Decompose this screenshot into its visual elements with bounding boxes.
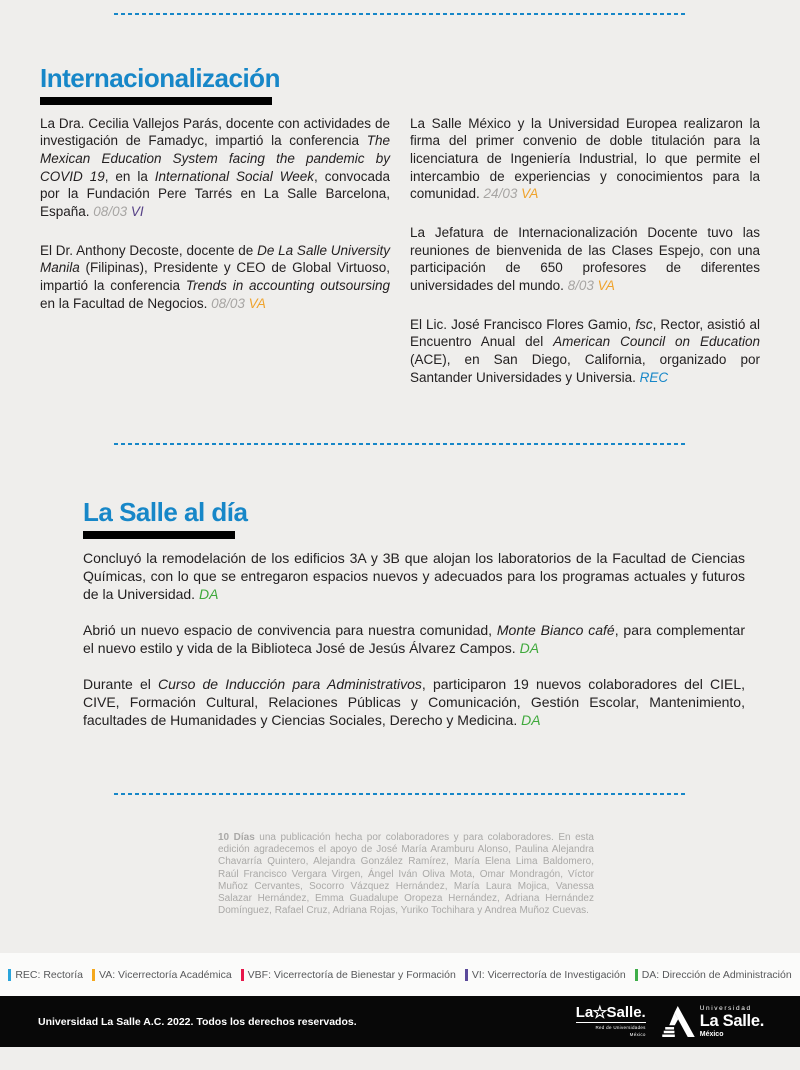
intl-left-column	[40, 115, 390, 408]
text-segment: VA	[597, 277, 615, 293]
section-title: La Salle al día	[83, 497, 248, 527]
legend-item-label: DA: Dirección de Administración	[641, 968, 792, 981]
text-segment: The Mexican Education System facing the pandemic by COVID 19	[40, 133, 390, 184]
logo-text: La	[575, 1004, 594, 1022]
paragraph	[83, 621, 745, 657]
legend-strip	[0, 953, 800, 996]
paragraph	[83, 675, 745, 729]
paragraph	[410, 115, 760, 203]
text-segment: (Filipinas), Presidente y CEO de Global Virtuoso, impartió la conferencia	[40, 260, 390, 293]
logo-text: Universidad	[699, 1004, 752, 1012]
paragraph	[83, 549, 745, 603]
logo-subtitle	[576, 1025, 646, 1038]
lasalle-mexico-logo	[662, 1006, 764, 1038]
text-segment: fsc	[635, 316, 653, 332]
text-segment: 10 Días	[218, 832, 255, 843]
legend-item	[465, 969, 626, 981]
lasalle-mexico-wordmark	[700, 1006, 764, 1038]
legend-row	[8, 969, 791, 981]
top-dashed-divider	[114, 13, 686, 15]
text-segment: Curso de Inducción para Administrativos	[158, 675, 422, 692]
intl-right-column	[410, 115, 760, 408]
text-segment: , convocada por la Fundación Pere Tarrés en La Salle Barcelona, España.	[40, 168, 390, 219]
text-segment: DA	[198, 585, 219, 602]
legend-color-bar	[92, 969, 95, 981]
section-title: Internacionalización	[40, 63, 280, 93]
text-segment: DA	[519, 639, 540, 656]
legend-item-label: VA: Vicerrectoría Académica	[99, 968, 232, 981]
text-segment: VI	[130, 203, 144, 219]
legend-color-bar	[241, 969, 244, 981]
text-segment: , en la	[104, 168, 155, 184]
text-segment: Abrió un nuevo espacio de convivencia para nuestra comunidad,	[83, 621, 497, 638]
text-segment: Trends in accounting outsoursing	[185, 277, 390, 293]
text-segment: una publicación hecha por colaboradores y para colaboradores. En esta edición agradecemos el apoyo de José María Aramburu Alonso, Paulina Alejandra Chavarría Quintero, Alejandra González Ramírez, María Elena Lima Baldomero, Raúl Francisco Vergara Virgen, Ángel Iván Oliva Mota, Omar Mondragón, Víctor Muñoz Cervantes, Socorro Vázquez Hernández, María Laura Mojica, Vanessa Salazar Hernández, Emma Guadalupe Oropeza Hernández, Adriana Hernández Domínguez, Rafael Cruz, Adriana Rojas, Yuriko Tochihara y Andrea Muñoz Cuevas.	[218, 832, 594, 917]
text-segment: 08/03	[211, 295, 249, 311]
lasalle-monogram-icon	[662, 1006, 695, 1037]
text-segment: International Social Week	[154, 168, 315, 184]
text-segment: 08/03	[93, 203, 131, 219]
title-underline-bar	[83, 531, 235, 539]
text-segment: VA	[248, 295, 266, 311]
lasalle-network-wordmark	[575, 1002, 646, 1023]
footer-logos	[575, 1002, 764, 1038]
legend-item-label: VI: Vicerrectoría de Investigación	[471, 968, 626, 981]
middle-dashed-divider	[114, 443, 686, 445]
paragraph	[410, 224, 760, 295]
paragraph	[40, 115, 390, 221]
text-segment: Monte Bianco café	[496, 621, 615, 638]
logo-text: Salle.	[606, 1004, 646, 1022]
copyright-text: Universidad La Salle A.C. 2022. Todos los derechos reservados.	[38, 1015, 357, 1028]
legend-item	[92, 969, 232, 981]
text-segment: American Council on Education	[553, 334, 761, 350]
footer-bar	[0, 996, 800, 1047]
logo-subtitle-line: México	[629, 1031, 646, 1037]
text-segment: La Jefatura de Internacionalización Docente tuvo las reuniones de bienvenida de las Clases Espejo, con una participación de 650 profesores de diferentes universidades del mundo.	[410, 224, 760, 293]
paragraph	[410, 316, 760, 387]
text-segment: La Salle México y la Universidad Europea realizaron la firma del primer convenio de doble titulación para la licenciatura de Ingeniería Industrial, lo que permite el intercambio de experiencias y conocimientos para la comunidad.	[410, 115, 760, 202]
text-segment: VA	[521, 186, 539, 202]
logo-text: México	[699, 1030, 724, 1038]
text-segment: (ACE), en San Diego, California, organizado por Santander Universidades y Universia.	[410, 351, 760, 385]
text-segment: El Dr. Anthony Decoste, docente de	[40, 242, 258, 258]
text-segment: De La Salle University Manila	[40, 242, 390, 276]
text-segment: Concluyó la remodelación de los edificios 3A y 3B que alojan los laboratorios de la Facultad de Ciencias Químicas, con lo que se entregaron espacios nuevos y adecuados para los programas actuales y futuros de la Universidad.	[83, 549, 745, 602]
logo-text: La Salle.	[699, 1012, 764, 1030]
legend-color-bar	[8, 969, 11, 981]
legend-item	[8, 969, 83, 981]
text-segment: 24/03	[483, 186, 522, 202]
text-segment: , participaron 19 nuevos colaboradores del CIEL, CIVE, Formación Cultural, Relaciones Públicas y Comunicación, Gestión Escolar, Mantenimiento, facultades de Humanidades y Ciencias Sociales, Derecho y Medicina.	[83, 675, 746, 728]
legend-item-label: REC: Rectoría	[15, 968, 83, 981]
legend-item-label: VBF: Vicerrectoría de Bienestar y Formación	[247, 968, 456, 981]
title-underline-bar	[40, 97, 272, 105]
paragraph	[40, 242, 390, 313]
legend-item	[635, 969, 792, 981]
text-segment: , para complementar el nuevo estilo y vida de la Biblioteca José de Jesús Álvarez Campos.	[83, 621, 745, 656]
text-segment: Durante el	[83, 675, 159, 692]
text-segment: en la Facultad de Negocios.	[40, 295, 212, 311]
bottom-dashed-divider	[114, 793, 686, 795]
lasalle-network-logo	[575, 1002, 646, 1038]
text-segment: El Lic. José Francisco Flores Gamio,	[410, 316, 636, 332]
text-segment: 8/03	[567, 277, 598, 293]
text-segment: La Dra. Cecilia Vallejos Parás, docente con actividades de investigación de Famadyc, impartió la conferencia	[40, 115, 390, 149]
legend-color-bar	[465, 969, 468, 981]
text-segment: REC	[639, 369, 669, 385]
star-icon: ☆	[592, 1002, 608, 1022]
legend-item	[241, 969, 456, 981]
section-lasalle-al-dia	[83, 498, 745, 747]
credits-block	[218, 832, 594, 917]
legend-color-bar	[635, 969, 638, 981]
text-segment: DA	[521, 711, 541, 728]
section-internacionalizacion	[40, 64, 760, 407]
logo-subtitle-line: Red de Universidades	[595, 1025, 646, 1031]
text-segment: , Rector, asistió al Encuentro Anual del	[410, 316, 760, 350]
